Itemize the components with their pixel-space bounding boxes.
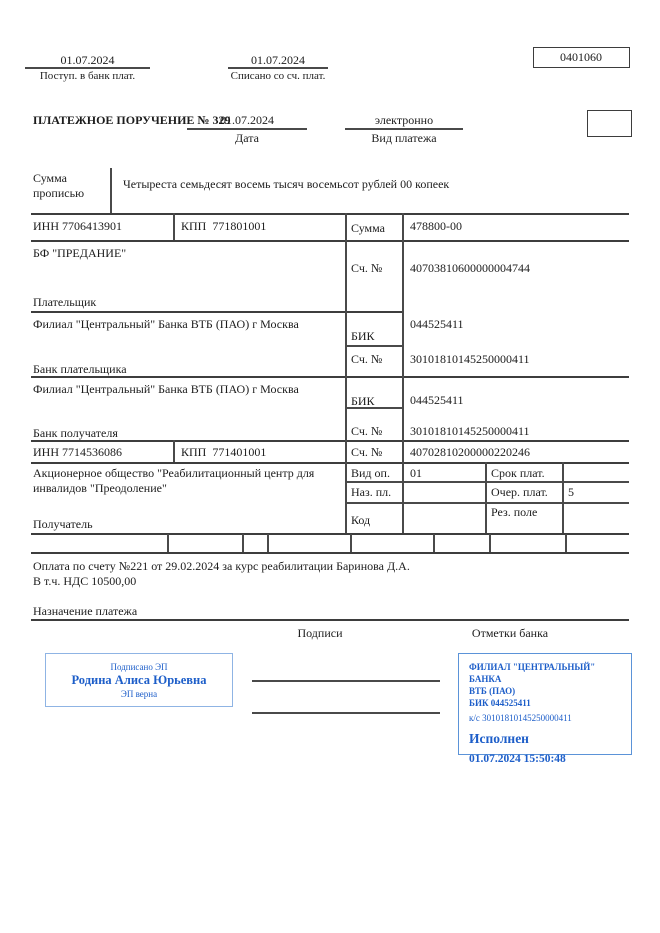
bank-stamp [458,653,632,765]
payer-name: БФ "ПРЕДАНИЕ" [33,246,127,260]
bank-stamp-datetime: 01.07.2024 15:50:48 [469,752,566,765]
payer-section-label: Плательщик [33,295,97,309]
grid-line [562,462,564,533]
signature-line [252,680,440,682]
form-code: 0401060 [560,50,602,64]
signature-stamp [45,653,233,707]
payment-kind-value: электронно [374,113,434,127]
received-label: Поступ. в банк плат. [39,70,136,82]
purpose-line2: В т.ч. НДС 10500,00 [33,574,137,588]
grid-line [110,168,112,213]
grid-line [173,213,175,240]
form-code-box [533,47,630,68]
grid-line [345,213,347,533]
grid-line [31,440,629,442]
grid-line [433,534,435,552]
grid-line [565,534,567,552]
payee-kpp: КПП 771401001 [181,445,267,459]
payee-bank-account-label: Сч. № [351,424,383,438]
empty-status-box [587,110,632,137]
document-date: 01.07.2024 [220,113,274,127]
payee-name: Акционерное общество "Реабилитационный центр для инвалидов "Преодоление" [33,466,315,495]
payee-bank-bik-value: 044525411 [410,393,464,407]
amount-words-label: Сумма прописью [33,171,85,200]
payment-kind-label: Вид платежа [371,131,437,145]
amount-words-value: Четыреста семьдесят восемь тысяч восемьсот рублей 00 копеек [123,177,450,191]
document-title: ПЛАТЕЖНОЕ ПОРУЧЕНИЕ № 329 [33,113,231,127]
pay-term-label: Срок плат. [491,466,545,480]
grid-line [31,462,629,464]
bank-stamp-bank: ВТБ (ПАО) [469,686,516,697]
grid-line [31,213,629,215]
underline [25,67,150,69]
date-label: Дата [235,131,259,145]
sum-value: 478800-00 [410,219,462,233]
payer-bank-name: Филиал "Центральный" Банка ВТБ (ПАО) г Москва [33,317,299,331]
grid-line [345,481,629,483]
underline [345,128,463,130]
grid-line [267,534,269,552]
received-date: 01.07.2024 [60,53,115,67]
grid-line [402,213,404,533]
priority-value: 5 [568,485,574,499]
payee-bank-account-value: 30101810145250000411 [410,424,530,438]
bank-stamp-bik: БИК 044525411 [469,698,531,709]
payer-bank-account-label: Сч. № [351,352,383,366]
payee-section-label: Получатель [33,517,93,531]
grid-line [485,462,487,533]
purpose-line1: Оплата по счету №221 от 29.02.2024 за курс реабилитации Баринова Д.А. [33,559,410,573]
signatures-label: Подписи [297,626,343,640]
bank-stamp-corr-account: к/с 30101810145250000411 [469,712,572,723]
grid-line [31,552,629,554]
payer-kpp: КПП 771801001 [181,219,267,233]
purpose-section-label: Назначение платежа [33,604,138,618]
payer-account-label: Сч. № [351,261,383,275]
grid-line [31,533,629,535]
grid-line [350,534,352,552]
bank-stamp-branch: ФИЛИАЛ "ЦЕНТРАЛЬНЫЙ" БАНКА [469,662,596,685]
underline [228,67,328,69]
payer-bank-section-label: Банк плательщика [33,362,127,376]
grid-line [489,534,491,552]
payer-bank-bik-value: 044525411 [410,317,464,331]
priority-label: Очер. плат. [491,485,548,499]
debited-label: Списано со сч. плат. [230,70,326,82]
code-label: Код [351,513,371,527]
signature-line [252,712,440,714]
bank-stamp-status: Исполнен [469,730,529,746]
payer-inn: ИНН 7706413901 [33,219,122,233]
underline [187,128,307,130]
sum-label: Сумма [351,221,385,235]
signed-ep-label: Подписано ЭП [110,661,168,672]
signer-name: Родина Алиса Юрьевна [71,672,207,687]
payer-bank-account-value: 30101810145250000411 [410,352,530,366]
payee-bank-section-label: Банк получателя [33,426,118,440]
payee-account-value: 40702810200000220246 [410,445,530,459]
grid-line [31,240,629,242]
ep-valid-label: ЭП верна [120,688,158,699]
payee-bank-bik-label: БИК [351,394,375,408]
payee-account-label: Сч. № [351,445,383,459]
payer-bank-bik-label: БИК [351,329,375,343]
op-kind-value: 01 [410,466,422,480]
payee-inn: ИНН 7714536086 [33,445,122,459]
payee-bank-name: Филиал "Центральный" Банка ВТБ (ПАО) г Москва [33,382,299,396]
grid-line [242,534,244,552]
grid-line [173,440,175,462]
grid-line [31,619,629,621]
debited-date: 01.07.2024 [251,53,305,67]
reserve-field-label: Рез. поле [491,505,538,519]
grid-line [167,534,169,552]
bank-marks-label: Отметки банка [471,626,549,640]
payer-account-value: 40703810600000004744 [410,261,530,275]
purpose-code-label: Наз. пл. [351,485,392,499]
grid-line [345,345,402,347]
op-kind-label: Вид оп. [351,466,390,480]
grid-line [345,502,629,504]
